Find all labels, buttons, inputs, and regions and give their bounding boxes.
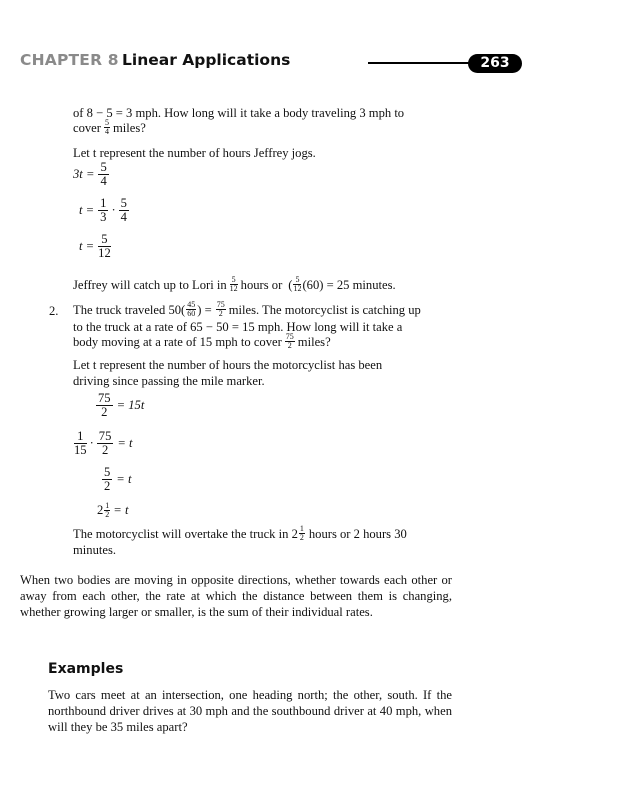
- fraction: [186, 301, 196, 318]
- fraction-num: 5: [104, 118, 109, 127]
- mixed-whole: 2: [97, 503, 104, 517]
- fraction-den: 2: [104, 479, 111, 493]
- item-number: 2.: [49, 304, 59, 318]
- chapter-title: Linear Applications: [122, 51, 291, 69]
- fraction-den: 60: [187, 309, 196, 318]
- fraction-num: 5: [100, 160, 107, 174]
- part2-equation-2: [73, 430, 133, 457]
- part2-line1: [73, 301, 421, 318]
- fraction-num: 5: [295, 275, 300, 284]
- conclusion-post: hours or 2 hours 30: [308, 526, 407, 541]
- part1-equation-3: [79, 233, 112, 260]
- fraction-num: 75: [98, 429, 112, 443]
- body-paragraph: When two bodies are moving in opposite directions, whether towards each other or away from each other, the rate at which the distance between them is changing, whether growing larger or smaller, is the sum of their individual rates.: [20, 573, 452, 619]
- fraction-den: 4: [104, 127, 109, 136]
- fraction: [104, 119, 110, 136]
- part2-let-line1: Let t represent the number of hours the motorcyclist has been: [73, 358, 383, 372]
- fraction-num: 1: [100, 196, 107, 210]
- conclusion-post: (60) = 25 minutes.: [302, 277, 396, 292]
- fraction-den: 15: [74, 443, 87, 457]
- page-number-badge: 263: [468, 54, 522, 73]
- part1-equation-1: [73, 161, 110, 188]
- fraction-num: 5: [98, 233, 111, 247]
- fraction: [299, 525, 305, 542]
- examples-heading: Examples: [48, 661, 124, 677]
- fraction: [97, 430, 114, 457]
- fraction-den: 2: [287, 341, 292, 350]
- fraction-num: 5: [120, 196, 127, 210]
- equation-rhs: = t: [116, 472, 132, 486]
- part1-line2-pre: cover: [73, 120, 101, 135]
- part2-line3: [73, 333, 331, 350]
- examples-paragraph: Two cars meet at an intersection, one heading north; the other, south. If the northbound driver drives at 30 mph and the southbound driver at 40 mph, when will they be 35 miles apart?: [48, 688, 452, 734]
- fraction: [96, 392, 113, 419]
- fraction: [98, 161, 108, 188]
- fraction-den: 2: [105, 510, 110, 519]
- fraction-num: 45: [187, 300, 196, 309]
- fraction: [102, 466, 112, 493]
- fraction-num: 1: [105, 501, 110, 510]
- fraction-num: 75: [98, 391, 111, 405]
- line3-pre: body moving at a rate of 15 mph to cover: [73, 334, 282, 349]
- fraction-num: 5: [231, 275, 236, 284]
- line1-post: miles. The motorcyclist is catching up: [228, 302, 421, 317]
- part1-line2-post: miles?: [112, 120, 146, 135]
- equation-rhs: = 15t: [116, 398, 145, 412]
- fraction-den: 2: [299, 533, 304, 542]
- part1-conclusion: [73, 276, 396, 293]
- part2-conclusion-line1: [73, 525, 407, 542]
- fraction-num: 1: [74, 430, 87, 444]
- fraction-num: 75: [216, 300, 225, 309]
- fraction-den: 2: [101, 405, 108, 419]
- fraction-den: 2: [101, 443, 109, 457]
- fraction-den: 4: [120, 210, 127, 224]
- fraction-den: 3: [100, 210, 107, 224]
- fraction: [104, 502, 110, 519]
- line3-post: miles?: [297, 334, 331, 349]
- conclusion-pre: The motorcyclist will overtake the truck in 2: [73, 526, 298, 541]
- open-paren: (: [288, 277, 293, 292]
- line1-pre: The truck traveled 50(: [73, 302, 186, 317]
- fraction-num: 75: [285, 332, 294, 341]
- part1-line1: of 8 − 5 = 3 mph. How long will it take a body traveling 3 mph to: [73, 106, 405, 120]
- header-rule: [368, 62, 478, 64]
- equation-lhs: t =: [79, 203, 95, 217]
- part2-equation-1: [95, 392, 144, 419]
- fraction: [216, 301, 226, 318]
- part1-line2: [73, 119, 146, 136]
- fraction-num: 5: [104, 465, 111, 479]
- fraction-den: 12: [293, 284, 302, 293]
- part2-conclusion-line2: minutes.: [73, 543, 117, 557]
- part2-line2: to the truck at a rate of 65 − 50 = 15 mph. How long will it take a: [73, 320, 403, 334]
- multiply-dot: ·: [89, 436, 94, 450]
- equation-rhs: = t: [117, 436, 133, 450]
- fraction: [98, 233, 111, 260]
- fraction: [285, 333, 295, 350]
- part1-equation-2: [79, 197, 130, 224]
- multiply-dot: ·: [111, 203, 116, 217]
- fraction-den: 2: [218, 309, 223, 318]
- fraction-num: 1: [299, 524, 304, 533]
- equation-rhs: = t: [113, 503, 129, 517]
- fraction: [74, 430, 87, 457]
- equation-lhs: 3t =: [73, 167, 95, 181]
- part2-equation-3: [101, 466, 131, 493]
- conclusion-pre: Jeffrey will catch up to Lori in: [73, 277, 227, 292]
- chapter-label: CHAPTER 8: [20, 51, 119, 69]
- part2-let-line2: driving since passing the mile marker.: [73, 374, 265, 388]
- conclusion-mid: hours or: [240, 277, 283, 292]
- fraction-den: 12: [98, 246, 111, 260]
- fraction-den: 4: [100, 174, 107, 188]
- part2-equation-4: [97, 502, 128, 519]
- fraction: [98, 197, 108, 224]
- fraction: [119, 197, 129, 224]
- line1-mid: ) =: [197, 302, 212, 317]
- fraction: [230, 276, 238, 293]
- fraction-den: 12: [229, 284, 238, 293]
- fraction: [293, 276, 301, 293]
- equation-lhs: t =: [79, 239, 95, 253]
- part1-let: Let t represent the number of hours Jeffrey jogs.: [73, 146, 316, 160]
